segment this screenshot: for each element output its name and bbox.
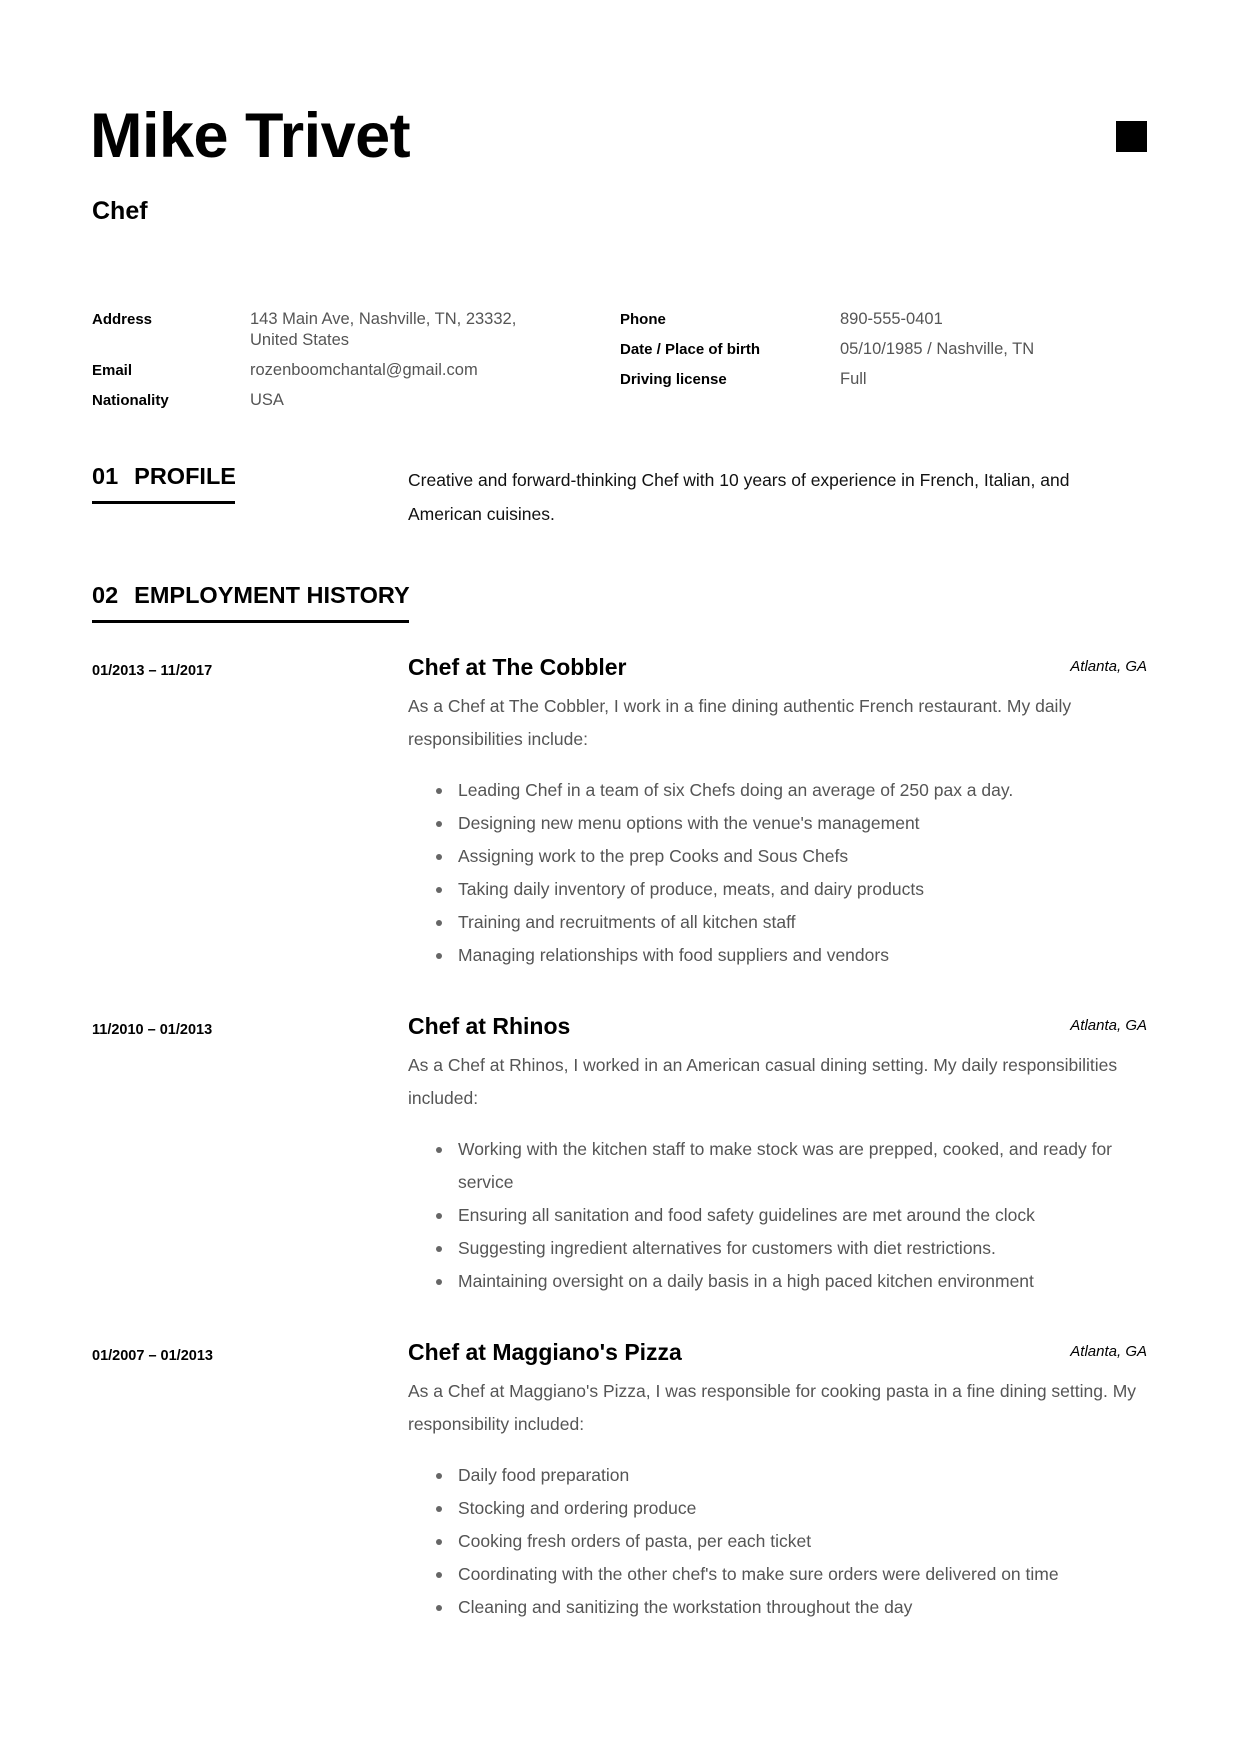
bullet-icon xyxy=(436,887,442,893)
profile-text: Creative and forward-thinking Chef with 10 years of experience in French, Italian, and American cuisines. xyxy=(408,470,1070,524)
list-item xyxy=(408,840,1148,873)
job-description: As a Chef at Rhinos, I worked in an American casual dining setting. My daily responsibilities included: xyxy=(408,1055,1118,1108)
detail-label: Nationality xyxy=(92,392,169,409)
bullet-text: Daily food preparation xyxy=(458,1465,630,1485)
bullet-text: Managing relationships with food suppliers and vendors xyxy=(458,945,889,965)
bullet-icon xyxy=(436,1506,442,1512)
bullet-icon xyxy=(436,1246,442,1252)
section-number: 02 xyxy=(92,582,119,608)
bullet-text: Taking daily inventory of produce, meats, and dairy products xyxy=(458,879,924,899)
bullet-icon xyxy=(436,920,442,926)
detail-value-line2: United States xyxy=(250,331,350,349)
detail-label: Date / Place of birth xyxy=(620,341,761,358)
list-item xyxy=(408,906,1148,939)
bullet-text: Assigning work to the prep Cooks and Sous Chefs xyxy=(458,846,849,866)
decorative-square-icon xyxy=(1116,121,1147,152)
bullet-text: Leading Chef in a team of six Chefs doing an average of 250 pax a day. xyxy=(458,780,1014,800)
detail-label: Phone xyxy=(620,311,666,328)
detail-value: 143 Main Ave, Nashville, TN, 23332, xyxy=(250,310,517,328)
list-item xyxy=(408,1459,1148,1492)
list-item xyxy=(408,1232,1148,1265)
job-location: Atlanta, GA xyxy=(1070,1343,1147,1360)
bullet-icon xyxy=(436,1539,442,1545)
bullet-icon xyxy=(436,1213,442,1219)
bullet-icon xyxy=(436,854,442,860)
job-bullets xyxy=(408,1133,1148,1298)
job-title: Chef at Maggiano's Pizza xyxy=(408,1339,682,1365)
list-item xyxy=(408,1133,1148,1199)
bullet-icon xyxy=(436,1605,442,1611)
candidate-name: Mike Trivet xyxy=(90,101,411,171)
detail-value: 890-555-0401 xyxy=(840,310,943,328)
job-dates: 01/2013 – 11/2017 xyxy=(92,663,213,679)
bullet-icon xyxy=(436,1279,442,1285)
bullet-icon xyxy=(436,788,442,794)
job-location: Atlanta, GA xyxy=(1070,1017,1147,1034)
job-dates: 01/2007 – 01/2013 xyxy=(92,1348,213,1364)
bullet-text: Cleaning and sanitizing the workstation throughout the day xyxy=(458,1597,913,1617)
section-title: PROFILE xyxy=(134,463,236,489)
bullet-text: Ensuring all sanitation and food safety guidelines are met around the clock xyxy=(458,1205,1035,1225)
profile-heading xyxy=(92,461,236,491)
employment-heading xyxy=(92,580,410,610)
section-number: 01 xyxy=(92,463,119,489)
bullet-text: Stocking and ordering produce xyxy=(458,1498,697,1518)
job-location: Atlanta, GA xyxy=(1070,658,1147,675)
profile-underline xyxy=(92,501,235,504)
detail-label: Email xyxy=(92,362,133,379)
bullet-icon xyxy=(436,821,442,827)
bullet-icon xyxy=(436,953,442,959)
bullet-icon xyxy=(436,1473,442,1479)
job-bullets xyxy=(408,1459,1148,1624)
employment-underline xyxy=(92,620,409,623)
bullet-text: Suggesting ingredient alternatives for customers with diet restrictions. xyxy=(458,1238,996,1258)
section-title: EMPLOYMENT HISTORY xyxy=(134,582,410,608)
job-description: As a Chef at Maggiano's Pizza, I was responsible for cooking pasta in a fine dining setting. My responsibility included: xyxy=(408,1381,1137,1434)
list-item xyxy=(408,1265,1148,1298)
bullet-text: Training and recruitments of all kitchen staff xyxy=(458,912,796,932)
detail-value: USA xyxy=(250,391,284,409)
detail-label: Driving license xyxy=(620,371,727,388)
bullet-text: Coordinating with the other chef's to make sure orders were delivered on time xyxy=(458,1564,1059,1584)
list-item xyxy=(408,939,1148,972)
detail-value: Full xyxy=(840,370,867,388)
list-item xyxy=(408,807,1148,840)
job-title: Chef at Rhinos xyxy=(408,1013,571,1039)
job-bullets xyxy=(408,774,1148,972)
bullet-icon xyxy=(436,1572,442,1578)
bullet-text: Cooking fresh orders of pasta, per each ticket xyxy=(458,1531,812,1551)
job-dates: 11/2010 – 01/2013 xyxy=(92,1022,213,1038)
list-item xyxy=(408,873,1148,906)
list-item xyxy=(408,1558,1148,1591)
list-item xyxy=(408,1492,1148,1525)
detail-label: Address xyxy=(92,311,153,328)
detail-value: 05/10/1985 / Nashville, TN xyxy=(840,340,1035,358)
job-title: Chef at The Cobbler xyxy=(408,654,627,680)
list-item xyxy=(408,774,1148,807)
bullet-text: Working with the kitchen staff to make stock was are prepped, cooked, and ready for service xyxy=(458,1139,1113,1192)
detail-value: rozenboomchantal@gmail.com xyxy=(250,361,478,379)
bullet-text: Maintaining oversight on a daily basis in a high paced kitchen environment xyxy=(458,1271,1034,1291)
job-description: As a Chef at The Cobbler, I work in a fine dining authentic French restaurant. My daily responsibilities include: xyxy=(408,696,1072,749)
bullet-icon xyxy=(436,1147,442,1153)
list-item xyxy=(408,1525,1148,1558)
list-item xyxy=(408,1199,1148,1232)
list-item xyxy=(408,1591,1148,1624)
bullet-text: Designing new menu options with the venue's management xyxy=(458,813,920,833)
candidate-title: Chef xyxy=(92,197,148,225)
